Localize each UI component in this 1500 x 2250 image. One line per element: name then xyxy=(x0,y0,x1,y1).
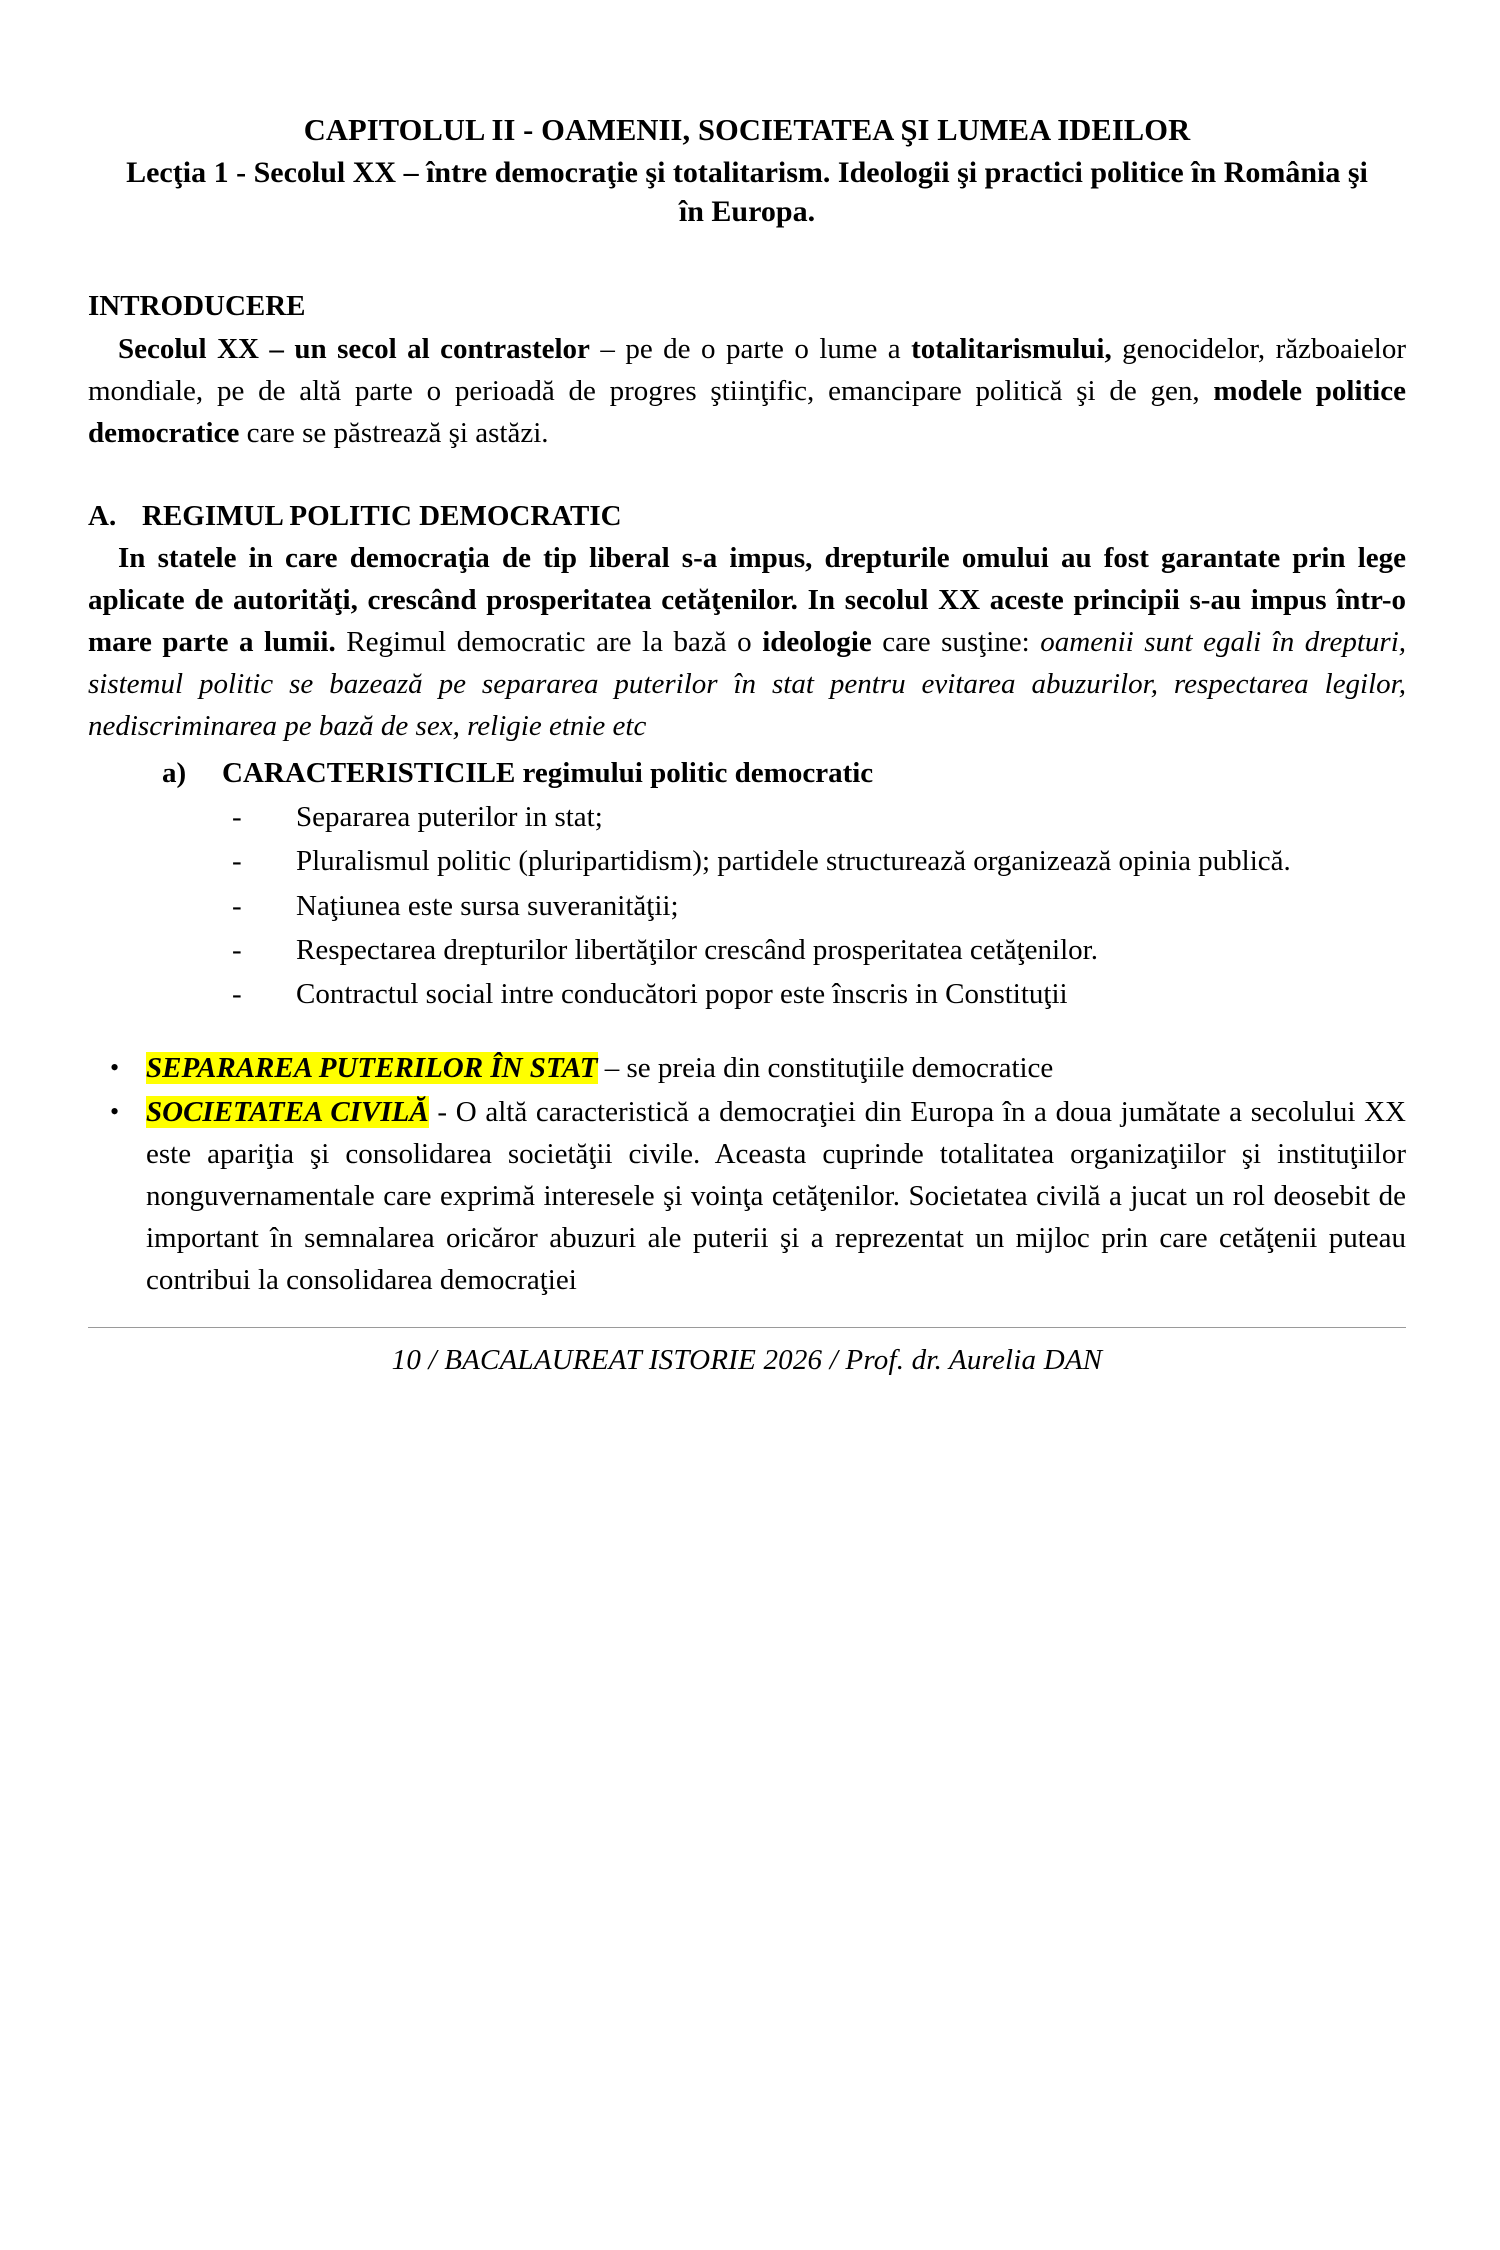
section-a-heading: REGIMUL POLITIC DEMOCRATIC xyxy=(142,500,622,533)
section-a-paragraph xyxy=(88,537,1406,747)
list-item xyxy=(88,929,1406,971)
page-subtitle: Lecţia 1 - Secolul XX – între democraţie şi totalitarism. Ideologii şi practici politice în România şi în Europa. xyxy=(126,155,1368,229)
spacer xyxy=(88,1017,1406,1047)
list-item xyxy=(88,840,1406,882)
list-item xyxy=(88,1047,1406,1089)
dash-marker: - xyxy=(232,801,242,834)
highlighted-term: SOCIETATEA CIVILĂ xyxy=(146,1095,429,1128)
list-item-text: Respectarea drepturilor libertăţilor crescând prosperitatea cetăţenilor. xyxy=(296,933,1098,966)
section-a-plain-2: care susţine: xyxy=(871,626,1041,659)
list-item-text: Contractul social intre conducători popor este înscris in Constituţii xyxy=(296,977,1068,1010)
subsection-a-heading-row xyxy=(162,757,1406,790)
list-item-body: – se preia din constituţiile democratice xyxy=(597,1051,1054,1084)
section-a-marker: A. xyxy=(88,500,117,533)
list-item-body: - O altă caracteristică a democraţiei din Europa în a doua jumătate a secolului XX este apariţia şi consolidarea societăţii civile. Aceasta cuprinde totalitatea organizaţiilor şi instituţiilor nonguvernamentale care exprimă interesele şi voinţa cetăţenilor. Societatea civilă a jucat un rol deosebit de important în semnalarea oricăror abuzuri ale puterii şi a reprezentat un mijloc prin care cetăţenii puteau contribui la consolidarea democraţiei xyxy=(146,1095,1406,1296)
section-a-bold-block: In statele in care democraţia de tip liberal s-a impus, drepturile omului au fost garantate prin lege aplicate de autorităţi, crescând prosperitatea cetăţenilor. In secolul XX aceste principii s-au impus într-o mare parte a lumii. xyxy=(88,542,1406,659)
subsection-a-heading: CARACTERISTICILE regimului politic democratic xyxy=(222,757,874,790)
page-title: CAPITOLUL II - OAMENII, SOCIETATEA ŞI LUMEA IDEILOR xyxy=(303,113,1191,147)
bullet-marker: • xyxy=(110,1096,120,1126)
dash-marker: - xyxy=(232,889,242,922)
section-a-bold-1: ideologie xyxy=(762,626,872,659)
page-left-edge xyxy=(0,0,10,2250)
intro-lead-bold: Secolul XX – un secol al contrastelor xyxy=(118,333,590,366)
intro-paragraph xyxy=(88,328,1406,454)
list-item xyxy=(88,973,1406,1015)
dash-marker: - xyxy=(232,933,242,966)
intro-bold-2: modele politice democratice xyxy=(88,375,1406,450)
intro-heading: INTRODUCERE xyxy=(88,290,306,323)
dash-marker: - xyxy=(232,977,242,1010)
dash-marker: - xyxy=(232,845,242,878)
list-item-text xyxy=(146,1047,1406,1089)
list-item xyxy=(88,885,1406,927)
highlighted-term: SEPARAREA PUTERILOR ÎN STAT xyxy=(146,1051,598,1084)
intro-text-3: care se păstrează şi astăzi. xyxy=(239,417,549,450)
list-item-text xyxy=(146,1091,1406,1301)
document-body xyxy=(88,110,1406,1377)
section-a-italic-1: oamenii sunt egali în drepturi, sistemul politic se bazează pe separarea puterilor în stat pentru evitarea abuzurilor, respectarea legilor, nediscriminarea pe bază de sex, religie etnie etc xyxy=(88,626,1406,743)
list-item-text: Pluralismul politic (pluripartidism); partidele structurează organizează opinia publică. xyxy=(296,845,1291,878)
key-concepts-list xyxy=(88,1047,1406,1301)
list-item xyxy=(88,796,1406,838)
intro-text-1: – pe de o parte o lume a xyxy=(589,333,912,366)
list-item-text: Naţiunea este sursa suveranităţii; xyxy=(296,889,679,922)
document-title-block xyxy=(88,110,1406,232)
list-item xyxy=(88,1091,1406,1301)
page-bottom-edge xyxy=(0,2236,1500,2250)
footer-divider xyxy=(88,1327,1406,1328)
list-item-text: Separarea puterilor in stat; xyxy=(296,801,603,834)
intro-bold-1: totalitarismului, xyxy=(911,333,1112,366)
section-a-plain-1: Regimul democratic are la bază o xyxy=(335,626,763,659)
bullet-marker: • xyxy=(110,1052,120,1082)
spacer xyxy=(88,454,1406,500)
intro-text-2: genocidelor, războaielor mondiale, pe de altă parte o perioadă de progres ştiinţific, emancipare politică şi de gen, xyxy=(88,333,1407,408)
characteristics-list xyxy=(88,796,1406,1014)
subsection-a-marker: a) xyxy=(162,757,187,790)
section-a-heading-row xyxy=(88,500,1406,533)
footer-text: 10 / BACALAUREAT ISTORIE 2026 / Prof. dr. Aurelia DAN xyxy=(391,1343,1103,1376)
